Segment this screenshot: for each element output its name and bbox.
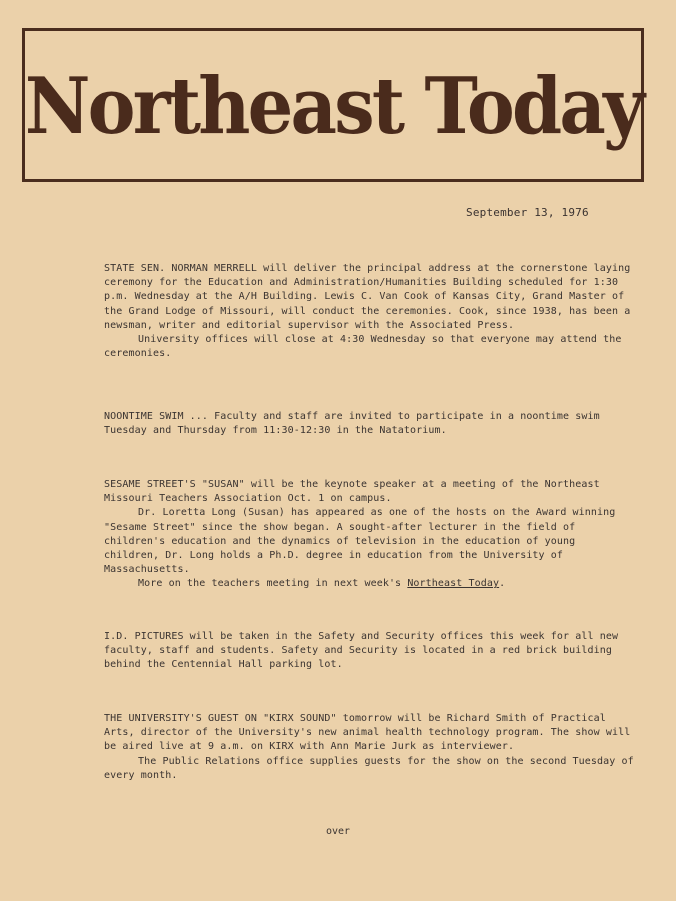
news-paragraph: STATE SEN. NORMAN MERRELL will deliver the principal address at the cornerstone laying ceremony for the Education and Administration/Humanities Building scheduled for 1:30 p.m. Wednesday at the A/H Building. Lewis C. Van Cook of Kansas City, Grand Master of the Grand Lodge of Missouri, will conduct the ceremonies. Cook, since 1938, has been a newsman, writer and editorial supervisor with the Associated Press. bbox=[104, 263, 631, 331]
news-paragraph: University offices will close at 4:30 Wednesday so that everyone may attend the ceremonies. bbox=[104, 334, 622, 360]
news-item-kirx-sound bbox=[104, 712, 634, 783]
news-item-id-pictures bbox=[104, 630, 634, 673]
news-paragraph: SESAME STREET'S "SUSAN" will be the keynote speaker at a meeting of the Northeast Missouri Teachers Association Oct. 1 on campus. bbox=[104, 479, 600, 505]
news-item-cornerstone bbox=[104, 262, 634, 361]
issue-date: September 13, 1976 bbox=[466, 206, 589, 219]
publication-reference: Northeast Today bbox=[407, 578, 500, 590]
more-prefix: More on the teachers meeting in next week's bbox=[138, 578, 408, 590]
over-note: over bbox=[326, 826, 351, 837]
news-paragraph: THE UNIVERSITY'S GUEST ON "KIRX SOUND" tomorrow will be Richard Smith of Practical Arts, director of the University's new animal health technology program. The show will be aired live at 9 a.m. on KIRX with Ann Marie Jurk as interviewer. bbox=[104, 713, 631, 753]
news-paragraph-more bbox=[104, 577, 634, 591]
news-item-sesame-street bbox=[104, 478, 634, 592]
news-paragraph: The Public Relations office supplies guests for the show on the second Tuesday of every month. bbox=[104, 755, 634, 781]
news-paragraph: I.D. PICTURES will be taken in the Safety and Security offices this week for all new faculty, staff and students. Safety and Security is located in a red brick building behind the Centennial Hall parking lot. bbox=[104, 631, 619, 671]
masthead-box bbox=[22, 28, 644, 182]
news-paragraph: NOONTIME SWIM ... Faculty and staff are invited to participate in a noontime swim Tuesday and Thursday from 11:30-12:30 in the Natatorium. bbox=[104, 411, 600, 437]
news-paragraph: Dr. Loretta Long (Susan) has appeared as one of the hosts on the Award winning "Sesame Street" since the show began. A sought-after lecturer in the field of children's education and the dynamics of television in the education of young children, Dr. Long holds a Ph.D. degree in education from the University of Massachusetts. bbox=[104, 507, 616, 576]
masthead-title: Northeast Today bbox=[24, 61, 642, 152]
more-suffix: . bbox=[499, 578, 506, 590]
news-item-swim bbox=[104, 410, 634, 438]
